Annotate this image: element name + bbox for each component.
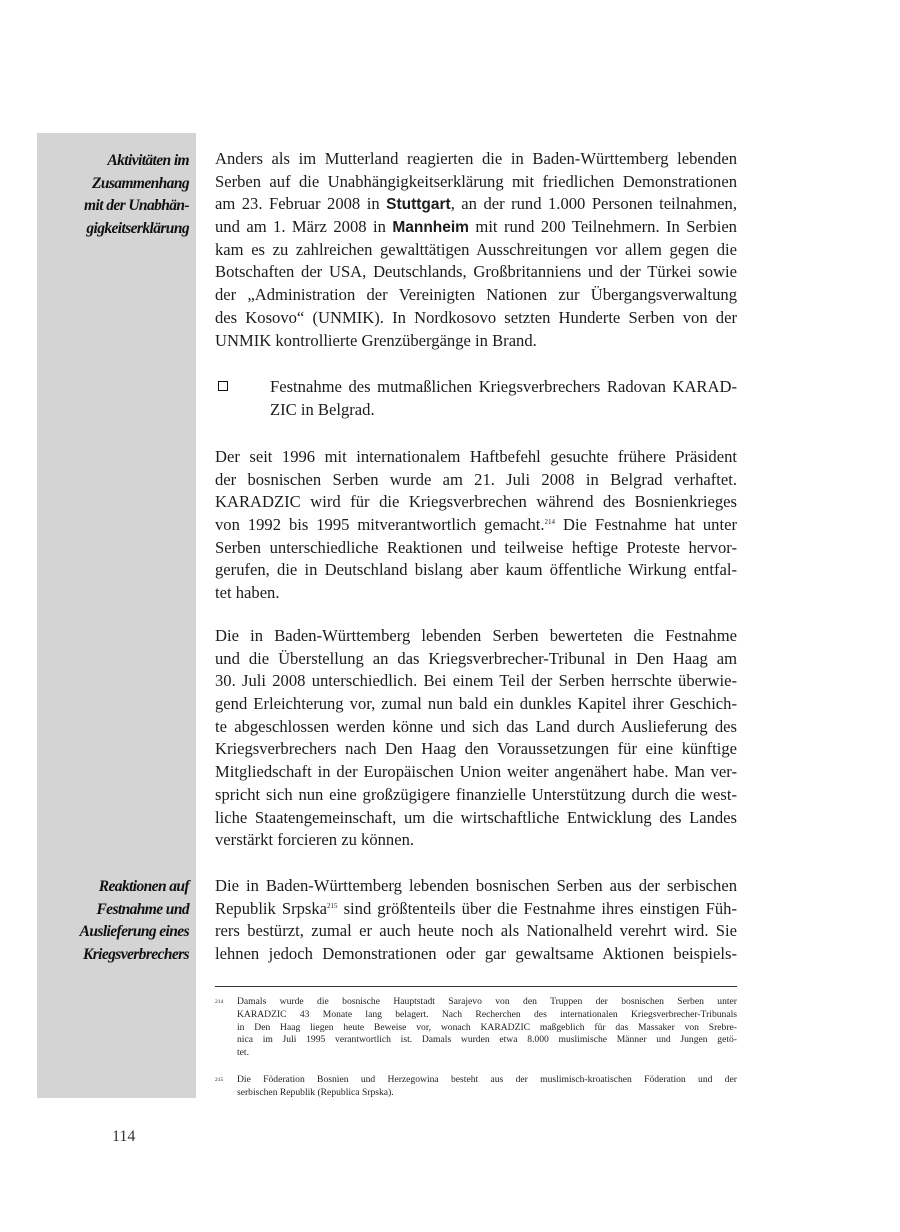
text-line: Die in Baden-Württemberg lebenden Serben bewerteten die Festnahme <box>215 626 737 645</box>
bullet-item-arrest <box>215 376 737 421</box>
text-line: KARADZIC wird für die Kriegsverbrechen während des Bosnienkrieges <box>215 492 737 512</box>
page-number: 114 <box>112 1128 136 1145</box>
sidebar-heading-reactions <box>37 876 189 967</box>
text-line <box>215 216 737 239</box>
text-line: Botschaften der USA, Deutschlands, Großbritanniens und der Türkei sowie <box>215 262 737 282</box>
footnote-number: 214 <box>215 999 224 1005</box>
text-fragment: von 1992 bis 1995 mitverantwortlich gemacht. <box>215 515 545 535</box>
sidebar-heading-line: Auslieferung eines <box>79 923 189 941</box>
text-line: Der seit 1996 mit internationalem Haftbefehl gesuchte frühere Präsident <box>215 447 737 466</box>
footnote-ref[interactable]: 215 <box>327 901 338 910</box>
text-fragment: Die Festnahme hat unter <box>555 515 737 535</box>
text-line: tet haben. <box>215 583 280 603</box>
text-fragment: Republik Srpska <box>215 898 328 918</box>
footnote-215 <box>215 1074 737 1100</box>
paragraph-reactions <box>215 625 737 852</box>
text-line: spricht sich nun eine großzügigere finanzielle Unterstützung durch die west- <box>215 784 737 804</box>
sidebar-heading-line: Reaktionen auf <box>98 878 189 895</box>
sidebar-heading-line: Festnahme und <box>96 900 189 918</box>
text-line: liche Staatengemeinschaft, um die wirtschaftliche Entwicklung des Landes <box>215 807 737 827</box>
footnote-214 <box>215 996 737 1060</box>
footnote-ref[interactable]: 214 <box>544 518 556 527</box>
text-line: des Kosovo“ (UNMIK). In Nordkosovo setzten Hunderte Serben von der <box>215 307 737 327</box>
text-line: UNMIK kontrollierte Grenzübergänge in Brand. <box>215 330 537 350</box>
text-line: gerufen, die in Deutschland bislang aber kaum öffentliche Wirkung entfal- <box>215 560 737 580</box>
text-line: Serben auf die Unabhängigkeitserklärung mit friedlichen Demonstrationen <box>215 171 737 191</box>
footnote-line: KARADZIC 43 Monate lang belagert. Nach Recherchen des internationalen Kriegsverbrecher-Tribunals <box>237 1008 737 1020</box>
text-line: Serben unterschiedliche Reaktionen und teilweise heftige Proteste hervor- <box>215 537 737 557</box>
text-line: der „Administration der Vereinigten Nationen zur Übergangsverwaltung <box>215 285 737 305</box>
bullet-line: ZIC in Belgrad. <box>270 399 375 419</box>
bullet-line: Festnahme des mutmaßlichen Kriegsverbrechers Radovan KARAD- <box>270 377 737 396</box>
text-line: gend Erleichterung vor, zumal nun bald ein dunkles Kapitel ihrer Geschich- <box>215 694 737 714</box>
text-line: verstärkt forcieren zu können. <box>215 830 415 850</box>
footnote-line: in Den Haag liegen heute Beweise vor, wonach KARADZIC maßgeblich für das Massaker von Srebre- <box>237 1021 737 1033</box>
footnote-line: serbischen Republik (Republica Srpska). <box>237 1086 394 1098</box>
footnote-divider <box>215 986 737 987</box>
text-line: te abgeschlossen werden könne und sich das Land durch Auslieferung des <box>215 716 737 736</box>
text-line: der bosnischen Serben wurde am 21. Juli 2008 in Belgrad verhaftet. <box>215 469 737 489</box>
text-fragment: , an der rund 1.000 Personen teilnahmen, <box>450 194 737 214</box>
text-line <box>215 193 737 216</box>
text-line: Kriegsverbrechers nach Den Haag den Voraussetzungen für eine künftige <box>215 739 737 759</box>
text-line: lehnen jedoch Demonstrationen oder gar gewaltsame Aktionen beispiels- <box>215 944 737 964</box>
text-line: Anders als im Mutterland reagierten die in Baden-Württemberg lebenden <box>215 149 737 168</box>
text-line <box>215 898 737 921</box>
sidebar-heading-line: gigkeitserklärung <box>86 220 189 238</box>
paragraph-demonstrations <box>215 148 737 352</box>
text-line <box>215 514 737 537</box>
text-line: Mitgliedschaft in der Europäischen Union weiter angenähert habe. Man ver- <box>215 762 737 782</box>
text-line: 30. Juli 2008 unterschiedlich. Bei einem Teil der Serben herrschte überwie- <box>215 671 737 691</box>
paragraph-arrest <box>215 446 737 605</box>
sidebar-heading-line: Zusammenhang <box>91 174 189 192</box>
sidebar-heading-line: mit der Unabhän- <box>84 197 189 215</box>
sidebar-heading-line: Kriegsverbrechers <box>82 946 189 964</box>
text-line: rers bestürzt, zumal er auch heute noch als Nationalheld verehrt wird. Sie <box>215 921 737 941</box>
text-line: kam es zu zahlreichen gewalttätigen Ausschreitungen vor allem gegen die <box>215 239 737 259</box>
checkbox-bullet-icon <box>218 381 228 391</box>
place-stuttgart: Stuttgart <box>386 196 451 214</box>
paragraph-bosnian-serbs <box>215 875 737 966</box>
text-line: Die in Baden-Württemberg lebenden bosnischen Serben aus der serbischen <box>215 876 737 895</box>
sidebar-heading-activities <box>37 150 189 241</box>
sidebar-heading-line: Aktivitäten im <box>107 152 189 169</box>
footnote-line: tet. <box>237 1047 249 1059</box>
footnote-line: Damals wurde die bosnische Hauptstadt Sarajevo von den Truppen der bosnischen Serben unter <box>237 996 737 1007</box>
text-line: und die Überstellung an das Kriegsverbrecher-Tribunal in Den Haag am <box>215 648 737 668</box>
text-fragment: sind größtenteils über die Festnahme ihres einstigen Füh- <box>337 898 737 918</box>
place-mannheim: Mannheim <box>392 219 469 237</box>
footnote-line: Die Föderation Bosnien und Herzegowina besteht aus der muslimisch-kroatischen Föderation und der <box>237 1074 737 1085</box>
text-fragment: und am 1. März 2008 in <box>215 217 386 237</box>
footnote-line: nica im Juli 1995 verantwortlich ist. Damals wurden etwa 8.000 muslimische Männer und Jungen getö- <box>237 1034 737 1046</box>
footnote-number: 215 <box>215 1077 224 1083</box>
text-fragment: mit rund 200 Teilnehmern. In Serbien <box>475 217 737 237</box>
text-fragment: am 23. Februar 2008 in <box>215 194 380 214</box>
